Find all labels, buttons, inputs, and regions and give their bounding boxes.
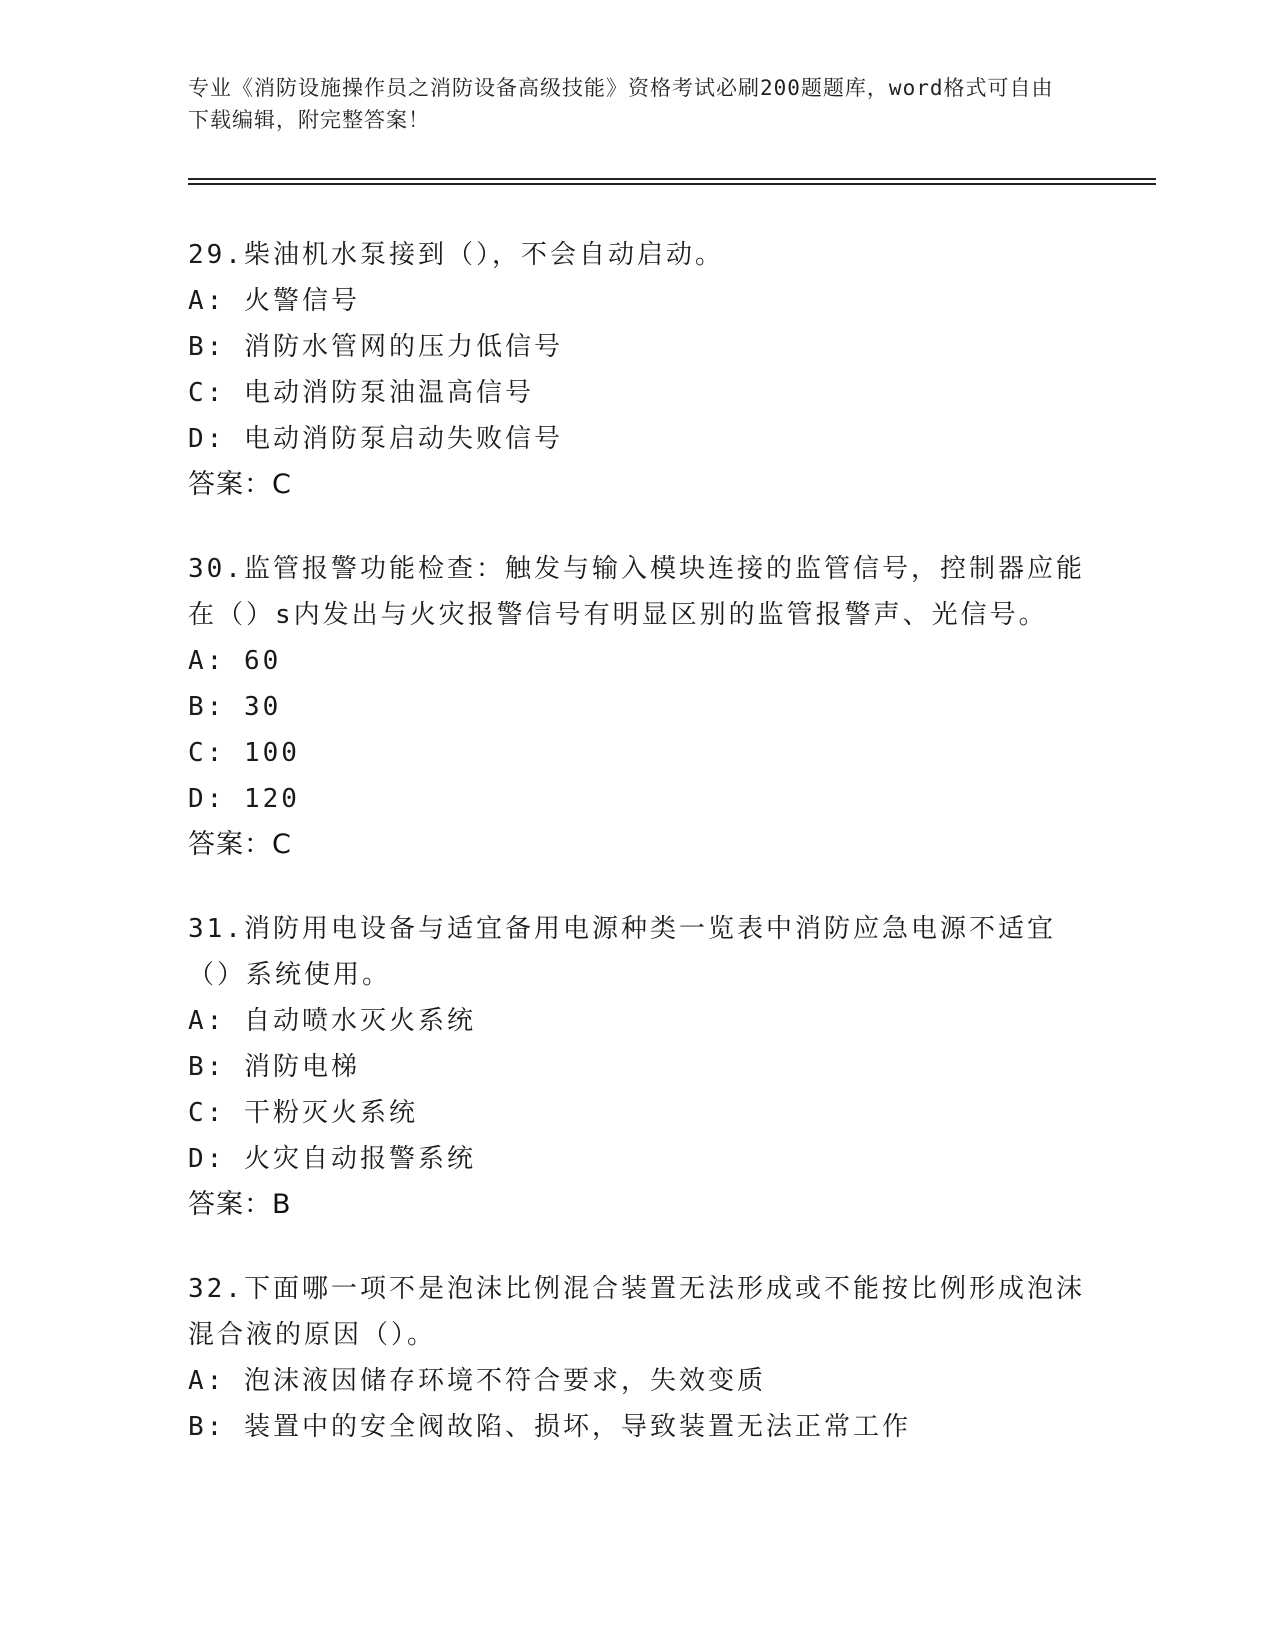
question-list [188,232,1088,1488]
option-a: A: 自动喷水灭火系统 [188,1006,476,1036]
question-29 [188,232,1088,508]
option-b: B: 消防电梯 [188,1052,360,1082]
option-b: B: 装置中的安全阀故陷、损坏，导致装置无法正常工作 [188,1412,911,1442]
question-30 [188,546,1088,868]
answer-label: 答案：B [188,1189,292,1220]
option-a: A: 火警信号 [188,286,360,316]
option-d: D: 120 [188,784,300,814]
option-b: B: 消防水管网的压力低信号 [188,332,563,362]
answer-label: 答案：C [188,469,292,500]
question-stem: 31.消防用电设备与适宜备用电源种类一览表中消防应急电源不适宜（）系统使用。 [188,914,1056,990]
option-c: C: 100 [188,738,300,768]
question-stem: 32.下面哪一项不是泡沫比例混合装置无法形成或不能按比例形成泡沫混合液的原因（）。 [188,1274,1085,1350]
header-divider-bottom [188,183,1156,185]
question-stem: 30.监管报警功能检查：触发与输入模块连接的监管信号，控制器应能在（）s内发出与火灾报警信号有明显区别的监管报警声、光信号。 [188,554,1085,630]
header-divider-top [188,178,1156,180]
option-b: B: 30 [188,692,282,722]
question-31 [188,906,1088,1228]
question-stem: 29.柴油机水泵接到（），不会自动启动。 [188,240,724,270]
answer-label: 答案：C [188,829,292,860]
option-a: A: 60 [188,646,282,676]
option-c: C: 干粉灭火系统 [188,1098,418,1128]
question-32 [188,1266,1088,1450]
option-a: A: 泡沫液因储存环境不符合要求，失效变质 [188,1366,766,1396]
option-c: C: 电动消防泵油温高信号 [188,378,534,408]
option-d: D: 电动消防泵启动失败信号 [188,424,563,454]
option-d: D: 火灾自动报警系统 [188,1144,476,1174]
document-header: 专业《消防设施操作员之消防设备高级技能》资格考试必刷200题题库，word格式可自由下载编辑，附完整答案！ [188,76,1054,132]
